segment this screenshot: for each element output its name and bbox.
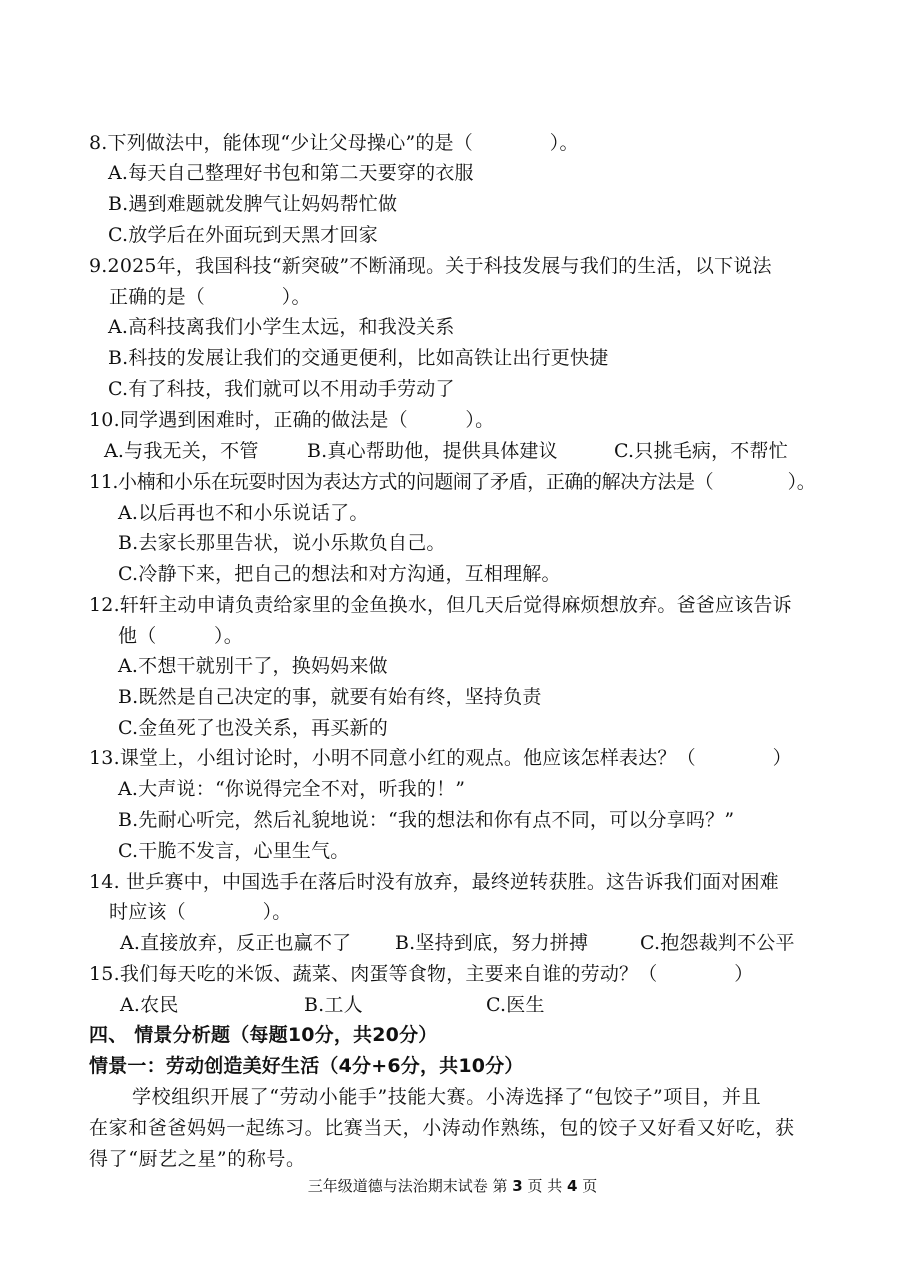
question-15-option-a: A.农民 <box>120 994 179 1016</box>
question-12-stem-line2: 他（ ）。 <box>118 625 243 647</box>
question-8-option-b: B.遇到难题就发脾气让妈妈帮忙做 <box>108 193 398 215</box>
page-footer <box>0 1176 905 1196</box>
question-8-option-a: A.每天自己整理好书包和第二天要穿的衣服 <box>108 162 474 184</box>
question-8-stem: 8.下列做法中，能体现“少让父母操心”的是（ ）。 <box>89 132 579 154</box>
question-12-stem-line1: 12.轩轩主动申请负责给家里的金鱼换水，但几天后觉得麻烦想放弃。爸爸应该告诉 <box>89 594 792 616</box>
question-13-option-b: B.先耐心听完，然后礼貌地说：“我的想法和你有点不同，可以分享吗？” <box>118 809 735 831</box>
question-9-stem-line1: 9.2025年，我国科技“新突破”不断涌现。关于科技发展与我们的生活，以下说法 <box>89 255 772 277</box>
question-12-option-c: C.金鱼死了也没关系，再买新的 <box>118 717 388 739</box>
question-12-option-b: B.既然是自己决定的事，就要有始有终，坚持负责 <box>118 686 542 708</box>
question-9-option-a: A.高科技离我们小学生太远，和我没关系 <box>108 316 455 338</box>
question-10-stem: 10.同学遇到困难时，正确的做法是（ ）。 <box>89 409 495 431</box>
footer-suffix: 页 <box>577 1177 598 1195</box>
question-11-option-b: B.去家长那里告状，说小乐欺负自己。 <box>118 532 446 554</box>
question-10-option-a: A.与我无关，不管 <box>104 440 259 462</box>
question-14-option-b: B.坚持到底，努力拼搏 <box>395 932 589 954</box>
question-13-option-a: A.大声说：“你说得完全不对，听我的！” <box>118 778 466 800</box>
question-10-option-c: C.只挑毛病，不帮忙 <box>614 440 788 462</box>
question-12-option-a: A.不想干就别干了，换妈妈来做 <box>118 655 388 677</box>
scenario-paragraph-line2: 在家和爸爸妈妈一起练习。比赛当天，小涛动作熟练，包的饺子又好看又好吃，获 <box>89 1117 795 1139</box>
question-15-option-b: B.工人 <box>304 994 363 1016</box>
question-9-stem-line2: 正确的是（ ）。 <box>109 286 311 308</box>
footer-middle: 页 共 <box>522 1177 568 1195</box>
question-14-option-a: A.直接放弃，反正也赢不了 <box>120 932 352 954</box>
question-11-option-c: C.冷静下来，把自己的想法和对方沟通，互相理解。 <box>118 563 561 585</box>
question-11-option-a: A.以后再也不和小乐说话了。 <box>118 502 369 524</box>
question-15-stem: 15.我们每天吃的米饭、蔬菜、肉蛋等食物，主要来自谁的劳动？（ ） <box>89 963 754 985</box>
question-11-stem: 11.小楠和小乐在玩耍时因为表达方式的问题闹了矛盾，正确的解决方法是（ ）。 <box>89 471 816 493</box>
question-14-stem-line1: 14. 世乒赛中，中国选手在落后时没有放弃，最终逆转获胜。这告诉我们面对困难 <box>89 871 779 893</box>
scenario-title: 情景一：劳动创造美好生活（4分+6分，共10分） <box>89 1055 524 1077</box>
footer-page-number: 3 <box>512 1177 523 1195</box>
question-13-option-c: C.干脆不发言，心里生气。 <box>118 840 350 862</box>
footer-total-pages: 4 <box>567 1177 578 1195</box>
question-8-option-c: C.放学后在外面玩到天黑才回家 <box>108 224 378 246</box>
question-9-option-b: B.科技的发展让我们的交通更便利，比如高铁让出行更快捷 <box>108 347 609 369</box>
section-heading: 四、 情景分析题（每题10分，共20分） <box>89 1024 438 1046</box>
scenario-paragraph-line1: 学校组织开展了“劳动小能手”技能大赛。小涛选择了“包饺子”项目，并且 <box>132 1086 762 1108</box>
question-15-option-c: C.医生 <box>486 994 545 1016</box>
question-10-option-b: B.真心帮助他，提供具体建议 <box>307 440 558 462</box>
question-14-option-c: C.抱怨裁判不公平 <box>640 932 795 954</box>
question-9-option-c: C.有了科技，我们就可以不用动手劳动了 <box>108 378 455 400</box>
scenario-paragraph-line3: 得了“厨艺之星”的称号。 <box>89 1148 306 1170</box>
question-14-stem-line2: 时应该（ ）。 <box>109 901 292 923</box>
footer-prefix: 三年级道德与法治期末试卷 第 <box>307 1177 513 1195</box>
question-13-stem: 13.课堂上，小组讨论时，小明不同意小红的观点。他应该怎样表达？（ ） <box>89 747 792 769</box>
